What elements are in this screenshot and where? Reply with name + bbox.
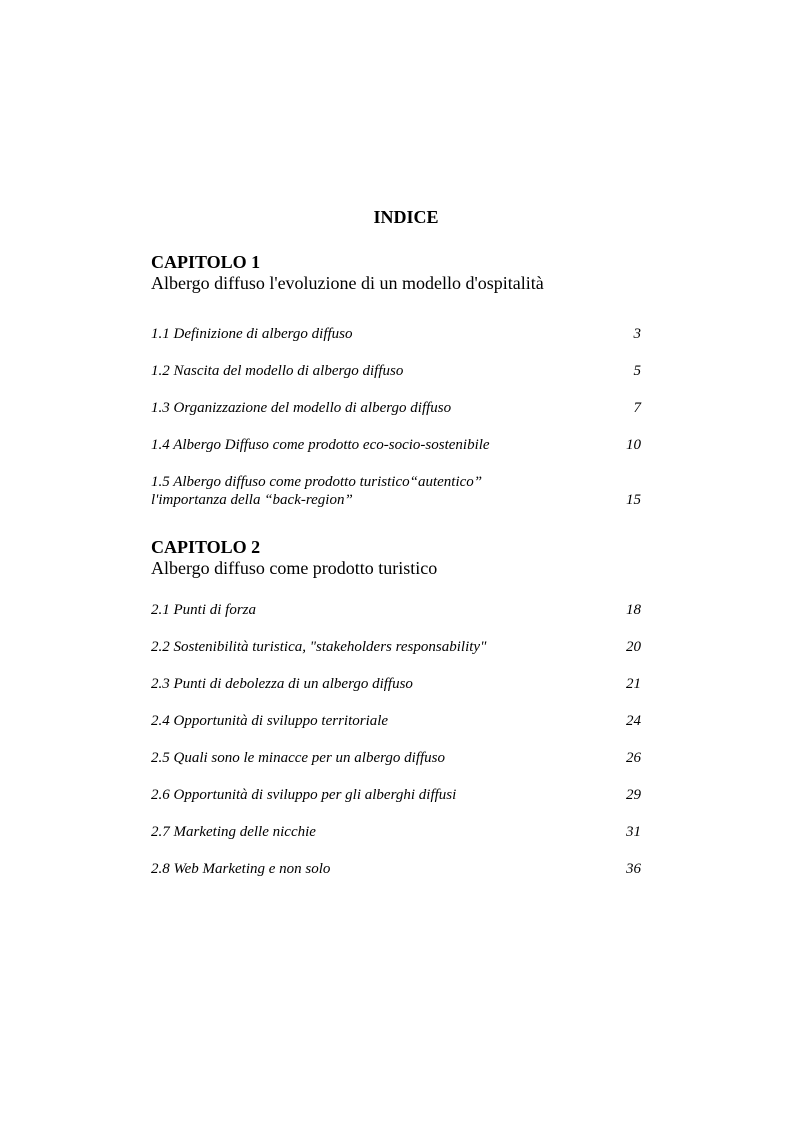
toc-entry-text-continued: l'importanza della “back-region” (151, 492, 353, 508)
toc-entry[interactable] (151, 823, 641, 841)
toc-entry-text: 2.5 Quali sono le minacce per un albergo diffuso (151, 750, 445, 766)
toc-entry[interactable] (151, 675, 641, 693)
toc-entry-text: 1.5 Albergo diffuso come prodotto turistico“autentico” (151, 474, 483, 490)
toc-entry-text: 2.4 Opportunità di sviluppo territoriale (151, 713, 389, 729)
toc-entry-page: 10 (626, 437, 641, 453)
toc-entry-page: 36 (626, 861, 641, 877)
toc-entry-page: 18 (626, 602, 641, 618)
toc-entry-page: 15 (626, 492, 641, 508)
toc-entry[interactable] (151, 362, 641, 380)
toc-entry[interactable] (151, 436, 641, 454)
toc-entry-text: 1.1 Definizione di albergo diffuso (151, 326, 353, 342)
toc-entry-text: 2.6 Opportunità di sviluppo per gli alberghi diffusi (151, 787, 457, 803)
toc-entry-page: 21 (626, 676, 641, 692)
toc-entry[interactable] (151, 860, 641, 878)
page-title: INDICE (373, 207, 439, 227)
toc-entry-text: 2.3 Punti di debolezza di un albergo diffuso (151, 676, 413, 692)
toc-entry[interactable] (151, 325, 641, 343)
toc-entry-text: 2.8 Web Marketing e non solo (151, 861, 331, 877)
toc-entry-page: 7 (633, 400, 641, 416)
toc-entry[interactable] (151, 473, 641, 509)
toc-entry-text: 1.3 Organizzazione del modello di albergo diffuso (151, 400, 452, 416)
toc-entry[interactable] (151, 712, 641, 730)
toc-entry-page: 20 (626, 639, 641, 655)
chapter-title: Albergo diffuso l'evoluzione di un modello d'ospitalità (151, 273, 544, 293)
chapter-label: CAPITOLO 2 (151, 537, 261, 557)
toc-entry[interactable] (151, 638, 641, 656)
toc-entry-page: 5 (633, 363, 641, 379)
toc-entry-text: 1.4 Albergo Diffuso come prodotto eco-socio-sostenibile (151, 437, 490, 453)
toc-entry[interactable] (151, 786, 641, 804)
toc-entry[interactable] (151, 601, 641, 619)
toc-entry-page: 29 (626, 787, 641, 803)
toc-entry-text: 1.2 Nascita del modello di albergo diffuso (151, 363, 404, 379)
toc-entry-text: 2.7 Marketing delle nicchie (151, 824, 316, 840)
toc-entry-page: 24 (626, 713, 641, 729)
toc-entry[interactable] (151, 399, 641, 417)
toc-entry-page: 31 (626, 824, 641, 840)
chapter-title: Albergo diffuso come prodotto turistico (151, 558, 438, 578)
toc-entry-text: 2.1 Punti di forza (151, 602, 257, 618)
toc-entry-page: 26 (626, 750, 641, 766)
toc-entry-text: 2.2 Sostenibilità turistica, "stakeholders responsability" (151, 639, 487, 655)
toc-entry-page: 3 (633, 326, 641, 342)
toc-entry[interactable] (151, 749, 641, 767)
chapter-label: CAPITOLO 1 (151, 252, 261, 272)
